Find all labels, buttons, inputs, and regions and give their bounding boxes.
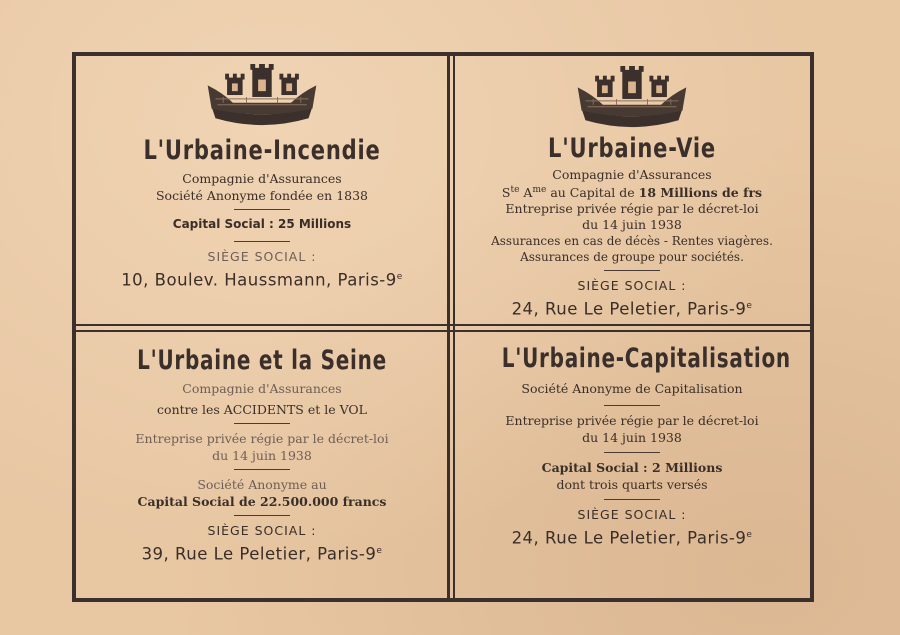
separator-rule — [234, 241, 290, 242]
separator-rule — [604, 452, 660, 453]
panel-urbaine-et-la-seine — [78, 334, 446, 596]
capital-note: dont trois quarts versés — [556, 477, 708, 492]
company-type: Société Anonyme de Capitalisation — [521, 381, 743, 396]
regulation-note: Entreprise privée régie par le décret-loi — [505, 201, 759, 217]
siege-social-label: SIÈGE SOCIAL : — [577, 507, 687, 522]
products-line: Assurances de groupe pour sociétés. — [520, 250, 744, 265]
separator-rule — [604, 499, 660, 500]
company-type: Compagnie d'Assurances — [552, 167, 712, 182]
regulation-date: du 14 juin 1938 — [582, 430, 682, 445]
panel-urbaine-capitalisation — [456, 334, 808, 596]
regulation-date: du 14 juin 1938 — [582, 217, 682, 233]
separator-rule — [234, 209, 290, 210]
crown-emblem-icon — [570, 66, 694, 130]
siege-social-label: SIÈGE SOCIAL : — [577, 278, 687, 294]
capital-social: Capital Social : 25 Millions — [172, 217, 352, 231]
capital-social: $S^{te}$ $A^{me}$ au Capital de 18 Millions de frs — [501, 185, 763, 201]
separator-rule — [604, 270, 660, 271]
siege-social-label: SIÈGE SOCIAL : — [207, 249, 317, 264]
address: 24, Rue Le Peletier, Paris-9e — [511, 299, 753, 319]
address: 24, Rue Le Peletier, Paris-9e — [511, 528, 753, 548]
separator-rule — [234, 423, 290, 424]
capital-social: Capital Social de 22.500.000 francs — [137, 494, 387, 509]
address: 10, Boulev. Haussmann, Paris-9e — [121, 270, 403, 290]
company-title: L'Urbaine et la Seine — [137, 345, 387, 376]
separator-rule — [234, 515, 290, 516]
company-type: Compagnie d'Assurances — [182, 171, 342, 186]
products-line: Assurances en cas de décès - Rentes viagères. — [491, 234, 773, 249]
regulation-date: du 14 juin 1938 — [212, 448, 312, 463]
panel-urbaine-vie — [456, 58, 808, 324]
crown-emblem-icon — [200, 64, 324, 128]
company-form: Société Anonyme au — [197, 477, 327, 492]
company-title: L'Urbaine-Incendie — [143, 135, 381, 166]
company-title: L'Urbaine-Capitalisation — [501, 343, 791, 374]
coverage-note: contre les ACCIDENTS et le VOL — [157, 402, 367, 417]
regulation-note: Entreprise privée régie par le décret-loi — [135, 431, 389, 446]
horizontal-divider — [72, 324, 814, 332]
address: 39, Rue Le Peletier, Paris-9e — [141, 544, 383, 564]
regulation-note: Entreprise privée régie par le décret-loi — [505, 413, 759, 428]
siege-social-label: SIÈGE SOCIAL : — [207, 523, 317, 538]
panel-urbaine-incendie — [78, 58, 446, 324]
separator-rule — [234, 469, 290, 470]
separator-rule — [604, 405, 660, 406]
founding-note: Société Anonyme fondée en 1838 — [155, 188, 369, 203]
capital-social: Capital Social : 2 Millions — [541, 460, 723, 475]
company-title: L'Urbaine-Vie — [548, 133, 716, 164]
company-type: Compagnie d'Assurances — [182, 381, 342, 396]
